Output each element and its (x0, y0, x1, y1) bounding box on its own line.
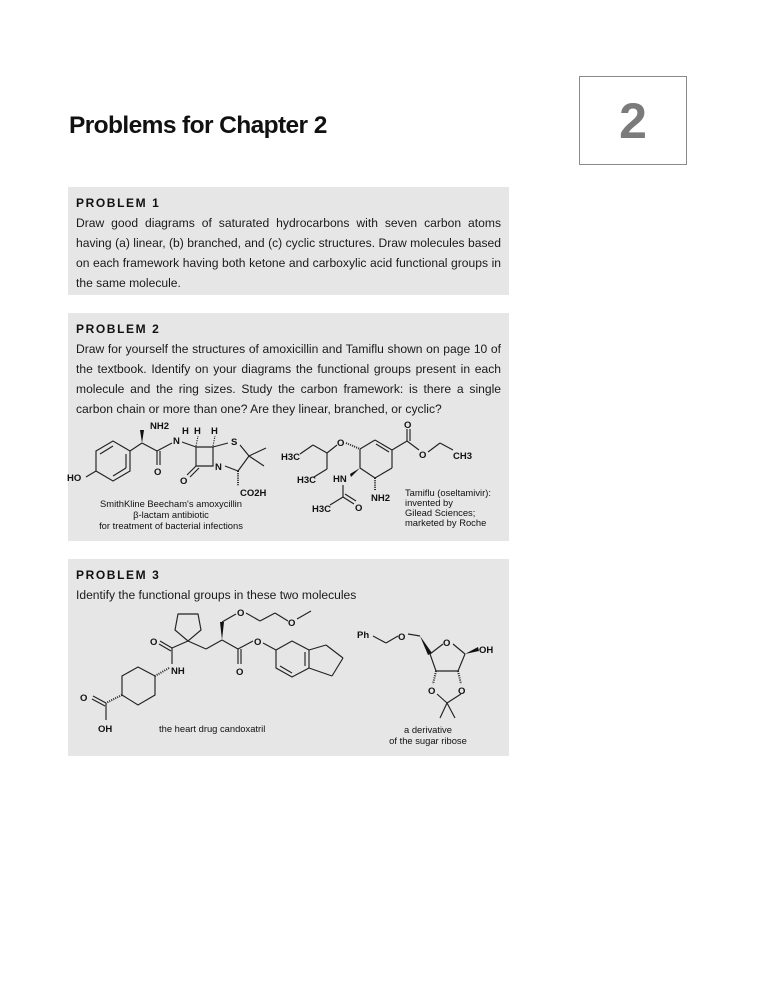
caption-line: the heart drug candoxatril (159, 723, 266, 734)
o-carbonyl-label: O (404, 420, 412, 431)
problem-2-box (68, 313, 509, 541)
o-ring-label: O (443, 638, 451, 649)
caption-line: Tamiflu (oseltamivir): (405, 487, 491, 498)
o-ether-label: O (337, 438, 345, 449)
h2-label: H (194, 426, 201, 437)
hn-label: HN (333, 474, 347, 485)
problem-text: Identify the functional groups in these two molecules (76, 588, 357, 602)
chapter-number-box (579, 76, 687, 165)
s-label: S (231, 437, 238, 448)
oh-label: OH (98, 724, 113, 735)
o-ester-label: O (254, 637, 262, 648)
o-top2-label: O (288, 618, 296, 629)
o-amide-label: O (150, 637, 158, 648)
page-title: Problems for Chapter 2 (69, 112, 327, 139)
caption-line: Gilead Sciences; (405, 507, 476, 518)
oh-label: OH (479, 645, 494, 656)
caption-line: marketed by Roche (405, 517, 487, 528)
caption-line: SmithKline Beecham's amoxycillin (100, 498, 242, 509)
o-ester-label: O (419, 450, 427, 461)
o2-label: O (180, 476, 188, 487)
o-left-label: O (428, 686, 436, 697)
problem-1-box (68, 187, 509, 295)
caption-line: β-lactam antibiotic (133, 509, 209, 520)
problem-3-box (68, 559, 509, 756)
caption-line: invented by (405, 497, 453, 508)
problem-heading: PROBLEM 3 (76, 568, 161, 582)
h1-label: H (182, 426, 189, 437)
problem-text: Draw good diagrams of saturated hydrocarbons with seven carbon atoms having (a) linear, (b) branched, and (c) cyclic structures. Draw molecules based on each framework having both ketone and carboxylic acid functional groups in the same molecule. (76, 216, 501, 290)
nh2-label: NH2 (150, 421, 170, 432)
problem-heading: PROBLEM 2 (76, 322, 161, 336)
o-ether-label: O (398, 632, 406, 643)
co2h-label: CO2H (240, 488, 267, 499)
o-carbonyl-label: O (236, 667, 244, 678)
o-acid-label: O (80, 693, 88, 704)
caption-line: of the sugar ribose (389, 735, 467, 746)
o-amide-label: O (355, 503, 363, 514)
chapter-number: 2 (619, 92, 647, 149)
o1-label: O (154, 467, 162, 478)
nh2-label: NH2 (371, 493, 391, 504)
ho-label: HO (67, 473, 82, 484)
h3c-top-label: H3C (281, 452, 301, 463)
h3c-mid-label: H3C (297, 475, 317, 486)
problem-heading: PROBLEM 1 (76, 196, 161, 210)
caption-line: a derivative (404, 724, 452, 735)
o-top1-label: O (237, 608, 245, 619)
caption-line: for treatment of bacterial infections (99, 520, 243, 531)
problem-text: Draw for yourself the structures of amoxicillin and Tamiflu shown on page 10 of the textbook. Identify on your diagrams the functional groups present in each molecule and the ring sizes. Study the carbon framework: is there a single carbon chain or more than one? Are they linear, branched, or cyclic? (76, 342, 501, 416)
o-right-label: O (458, 686, 466, 697)
h3-label: H (211, 426, 218, 437)
ch3-label: CH3 (453, 451, 473, 462)
ph-label: Ph (357, 630, 370, 641)
h3c-bottom-label: H3C (312, 504, 332, 515)
nh-label: NH (171, 666, 185, 677)
n-label: N (173, 436, 180, 447)
n-ring-label: N (215, 462, 222, 473)
